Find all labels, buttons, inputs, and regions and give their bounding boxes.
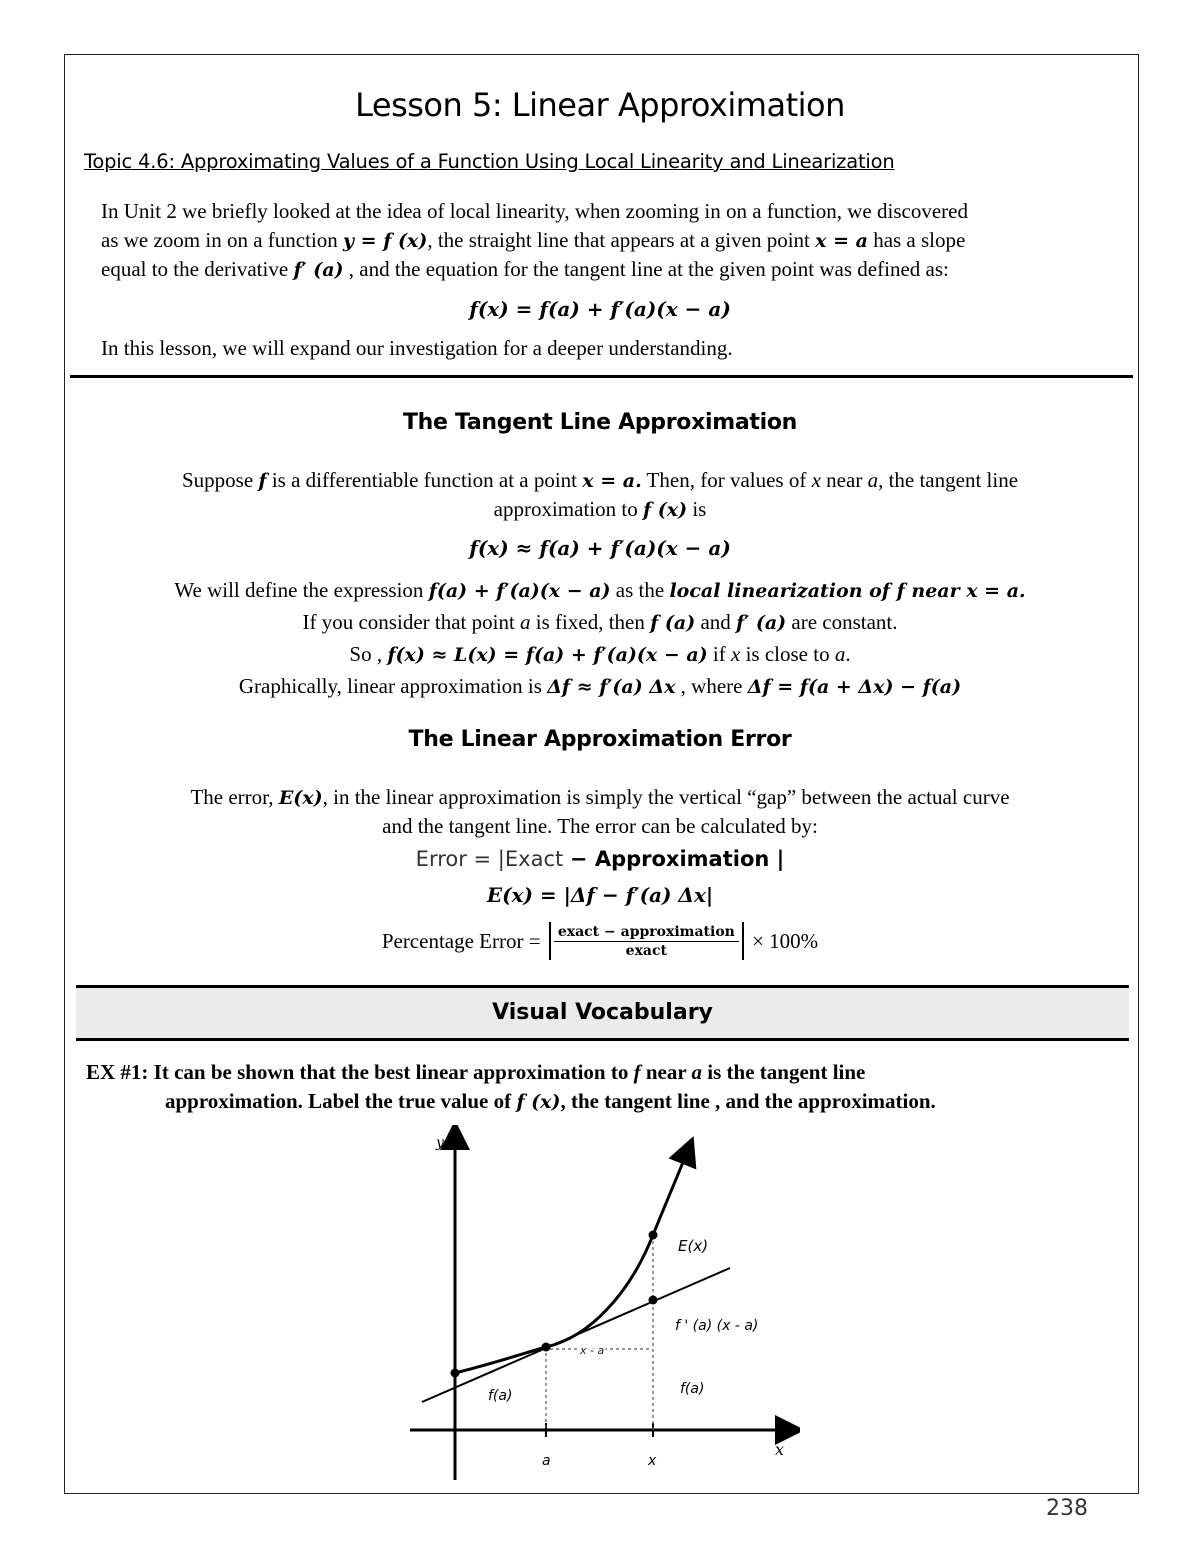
topic-heading: Topic 4.6: Approximating Values of a Function Using Local Linearity and Linearization [84,150,895,173]
x-axis-label: x [775,1440,785,1459]
error-line-2: and the tangent line. The error can be calculated by: [382,814,818,838]
section-divider [70,375,1133,378]
intro-line-2: as we zoom in on a function y = f (x), the straight line that appears at a given point x = a has a slope [101,228,966,252]
math-x-equals-a: x = a [815,230,868,252]
label-x-minus-a: x - a [580,1344,605,1357]
error-line-1: The error, E(x), in the linear approximation is simply the vertical “gap” between the actual curve [190,785,1010,809]
intro-line-3: equal to the derivative f′ (a) , and the equation for the tangent line at the given point was defined as: [101,257,949,281]
example-1-line-2: approximation. Label the true value of f (x), the tangent line , and the approximation. [165,1089,936,1113]
math-y-equals-fx: y = f (x) [343,230,428,252]
abs-bar-left [549,922,551,960]
intro-closing: In this lesson, we will expand our investigation for a deeper understanding. [101,336,733,360]
label-fprime-term: f ' (a) (x - a) [675,1318,759,1334]
tick-label-x: x [648,1453,657,1469]
tangent-line-4: If you consider that point a is fixed, then f (a) and f′ (a) are constant. [302,610,898,634]
visual-vocabulary-heading: Visual Vocabulary [492,1000,713,1025]
tangent-line-2: approximation to f (x) is [493,497,707,521]
percentage-error-formula: Percentage Error = $\frac{\text{exact − approximation}}{\text{exact}}$ × 100% [381,923,819,959]
tick-label-a: a [542,1453,551,1469]
E-formula: E(x) = |Δf − f′(a) Δx| [486,883,714,907]
page-number: 238 [1046,1496,1088,1521]
label-fa-right: f(a) [680,1381,705,1397]
linear-approximation-graph [400,1125,800,1485]
label-fa-left: f(a) [488,1388,513,1404]
tangent-line-1: Suppose f is a differentiable function at a point x = a. Then, for values of x near a, the tangent line [181,468,1019,492]
tangent-equation: f(x) = f(a) + f′(a)(x − a) [469,297,731,321]
y-axis-label: y [436,1135,444,1151]
point-y-intercept [451,1369,460,1378]
error-section-heading: The Linear Approximation Error [408,727,792,752]
intro-line-1: In Unit 2 we briefly looked at the idea of local linearity, when zooming in on a function, we discovered [101,199,968,223]
point-approximation [649,1296,658,1305]
label-E-x: E(x) [678,1237,709,1255]
tangent-line-3: We will define the expression f(a) + f′(a)(x − a) as the local linearization of f near x = a. [174,578,1026,602]
error-formula: Error = |Exact − Approximation | [415,847,785,871]
approx-equation: f(x) ≈ f(a) + f′(a)(x − a) [469,536,731,560]
visual-vocabulary-banner [76,985,1129,1041]
example-1-line-1: EX #1: It can be shown that the best linear approximation to f near a is the tangent line [86,1060,866,1084]
point-true-value [649,1231,658,1240]
lesson-title: Lesson 5: Linear Approximation [355,86,845,124]
math-fprime-a: f′ (a) [293,259,344,281]
tangent-section-heading: The Tangent Line Approximation [402,410,798,435]
tangent-line-6: Graphically, linear approximation is Δf ≈ f′(a) Δx , where Δf = f(a + Δx) − f(a) [238,674,962,698]
abs-bar-right [742,922,744,960]
percentage-fraction: $\frac{\text{exact − approximation}}{\text{exact}}$ [554,923,739,960]
tangent-line-5: So , f(x) ≈ L(x) = f(a) + f′(a)(x − a) if x is close to a. [349,642,851,666]
point-a [542,1343,551,1352]
